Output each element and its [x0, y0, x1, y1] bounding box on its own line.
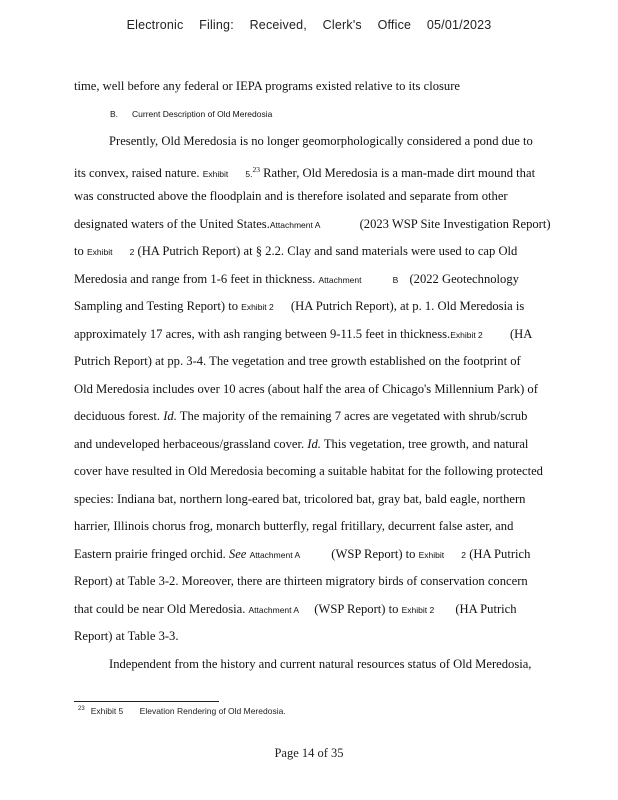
document-body: [74, 73, 554, 678]
text-run: Meredosia and range from 1-6 feet in thickness.: [74, 271, 316, 286]
text-run: The majority of the remaining 7 acres are vegetated with shrub/scrub: [179, 409, 528, 423]
header-date: 05/01/2023: [426, 18, 492, 32]
text-line: [74, 238, 554, 266]
text-line: was constructed above the floodplain and is therefore isolated and separate from other: [74, 189, 508, 203]
text-run: its convex, raised nature.: [74, 165, 200, 180]
text-line: harrier, Illinois chorus frog, monarch butterfly, regal fritillary, decurrent false aster, and: [74, 519, 514, 533]
text-line: [74, 596, 554, 624]
exhibit-ref: Exhibit 2: [241, 302, 274, 312]
heading-letter: B.: [110, 108, 119, 119]
text-line: [74, 431, 554, 459]
attachment-ref: Attachment A: [249, 549, 301, 560]
text-run: (2023 WSP Site Investigation Report): [359, 216, 551, 231]
text-run: designated waters of the United States.: [74, 216, 270, 231]
text-line: [74, 156, 554, 184]
exhibit-num: 2: [129, 247, 135, 257]
page-number: Page 14 of 35: [274, 746, 344, 760]
attachment-ref: Attachment: [318, 274, 362, 285]
header-word: Received,: [249, 18, 307, 32]
attachment-ref: Attachment A: [269, 219, 321, 230]
text-run: to: [74, 244, 84, 258]
text-line: [74, 211, 554, 239]
text-line: Independent from the history and current natural resources status of Old Meredosia,: [109, 656, 532, 671]
filing-header: [0, 18, 618, 32]
header-word: Office: [377, 18, 412, 32]
exhibit-ref: Exhibit 2: [401, 604, 435, 615]
text-line: [74, 321, 554, 349]
text-run: (WSP Report) to: [331, 546, 416, 561]
text-line: time, well before any federal or IEPA programs existed relative to its closure: [74, 79, 460, 93]
heading-text: Current Description of Old Meredosia: [132, 108, 273, 119]
footnote-exhibit-ref: Exhibit 5: [90, 706, 124, 716]
text-run: Sampling and Testing Report) to: [74, 299, 238, 313]
text-line: species: Indiana bat, northern long-eared bat, tricolored bat, gray bat, bald eagle, northern: [74, 491, 526, 506]
footnote-text: Elevation Rendering of Old Meredosia.: [139, 706, 286, 716]
text-run: (HA Putrich: [455, 601, 517, 616]
exhibit-ref: Exhibit: [86, 247, 113, 257]
text-line: Report) at Table 3-2. Moreover, there are thirteen migratory birds of conservation concern: [74, 574, 528, 588]
text-run: This vegetation, tree growth, and natural: [323, 436, 529, 451]
text-run: (HA Putrich Report) at § 2.2. Clay and sand materials were used to cap Old: [137, 244, 518, 258]
text-run: Eastern prairie fringed orchid.: [74, 546, 226, 561]
header-word: Filing:: [199, 18, 234, 32]
footnote-number: 23: [78, 706, 85, 713]
header-word: Electronic: [126, 18, 184, 32]
header-word: Clerk's: [322, 18, 362, 32]
exhibit-ref: Exhibit 2: [450, 329, 483, 340]
text-run: that could be near Old Meredosia.: [74, 601, 246, 616]
citation-id: Id.: [163, 409, 177, 423]
text-line: cover have resulted in Old Meredosia becoming a suitable habitat for the following protected: [74, 464, 543, 478]
footnote-divider: [74, 701, 219, 702]
text-line: [74, 541, 554, 569]
text-line: [74, 293, 554, 321]
footnote-marker: 23: [252, 164, 260, 174]
exhibit-num: 5.: [245, 168, 253, 179]
exhibit-num: 2: [461, 549, 467, 560]
text-line: Putrich Report) at pp. 3-4. The vegetation and tree growth established on the footprint of: [74, 354, 521, 368]
attachment-ref: Attachment A: [248, 604, 300, 615]
text-run: (HA Putrich: [469, 546, 531, 561]
attachment-letter: B: [392, 274, 399, 285]
citation-id: Id.: [307, 436, 321, 451]
text-run: Rather, Old Meredosia is a man-made dirt mound that: [263, 165, 536, 180]
text-run: (2022 Geotechnology: [409, 271, 519, 286]
section-heading: [74, 101, 554, 129]
text-line: Presently, Old Meredosia is no longer geomorphologically considered a pond due to: [109, 134, 533, 148]
text-line: [74, 403, 554, 431]
text-run: (HA: [509, 326, 533, 341]
footnote: [78, 706, 286, 716]
exhibit-ref: Exhibit: [418, 549, 445, 560]
text-line: Old Meredosia includes over 10 acres (about half the area of Chicago's Millennium Park) of: [74, 381, 538, 396]
text-run: deciduous forest.: [74, 409, 161, 423]
text-run: (HA Putrich Report), at p. 1. Old Meredosia is: [290, 299, 525, 313]
signal-see: See: [228, 546, 247, 561]
text-run: (WSP Report) to: [314, 601, 399, 616]
text-line: Report) at Table 3-3.: [74, 629, 179, 643]
text-run: approximately 17 acres, with ash ranging between 9-11.5 feet in thickness.: [74, 326, 451, 341]
text-run: and undeveloped herbaceous/grassland cover.: [74, 436, 305, 451]
text-line: [74, 266, 554, 294]
exhibit-ref: Exhibit: [202, 168, 229, 179]
